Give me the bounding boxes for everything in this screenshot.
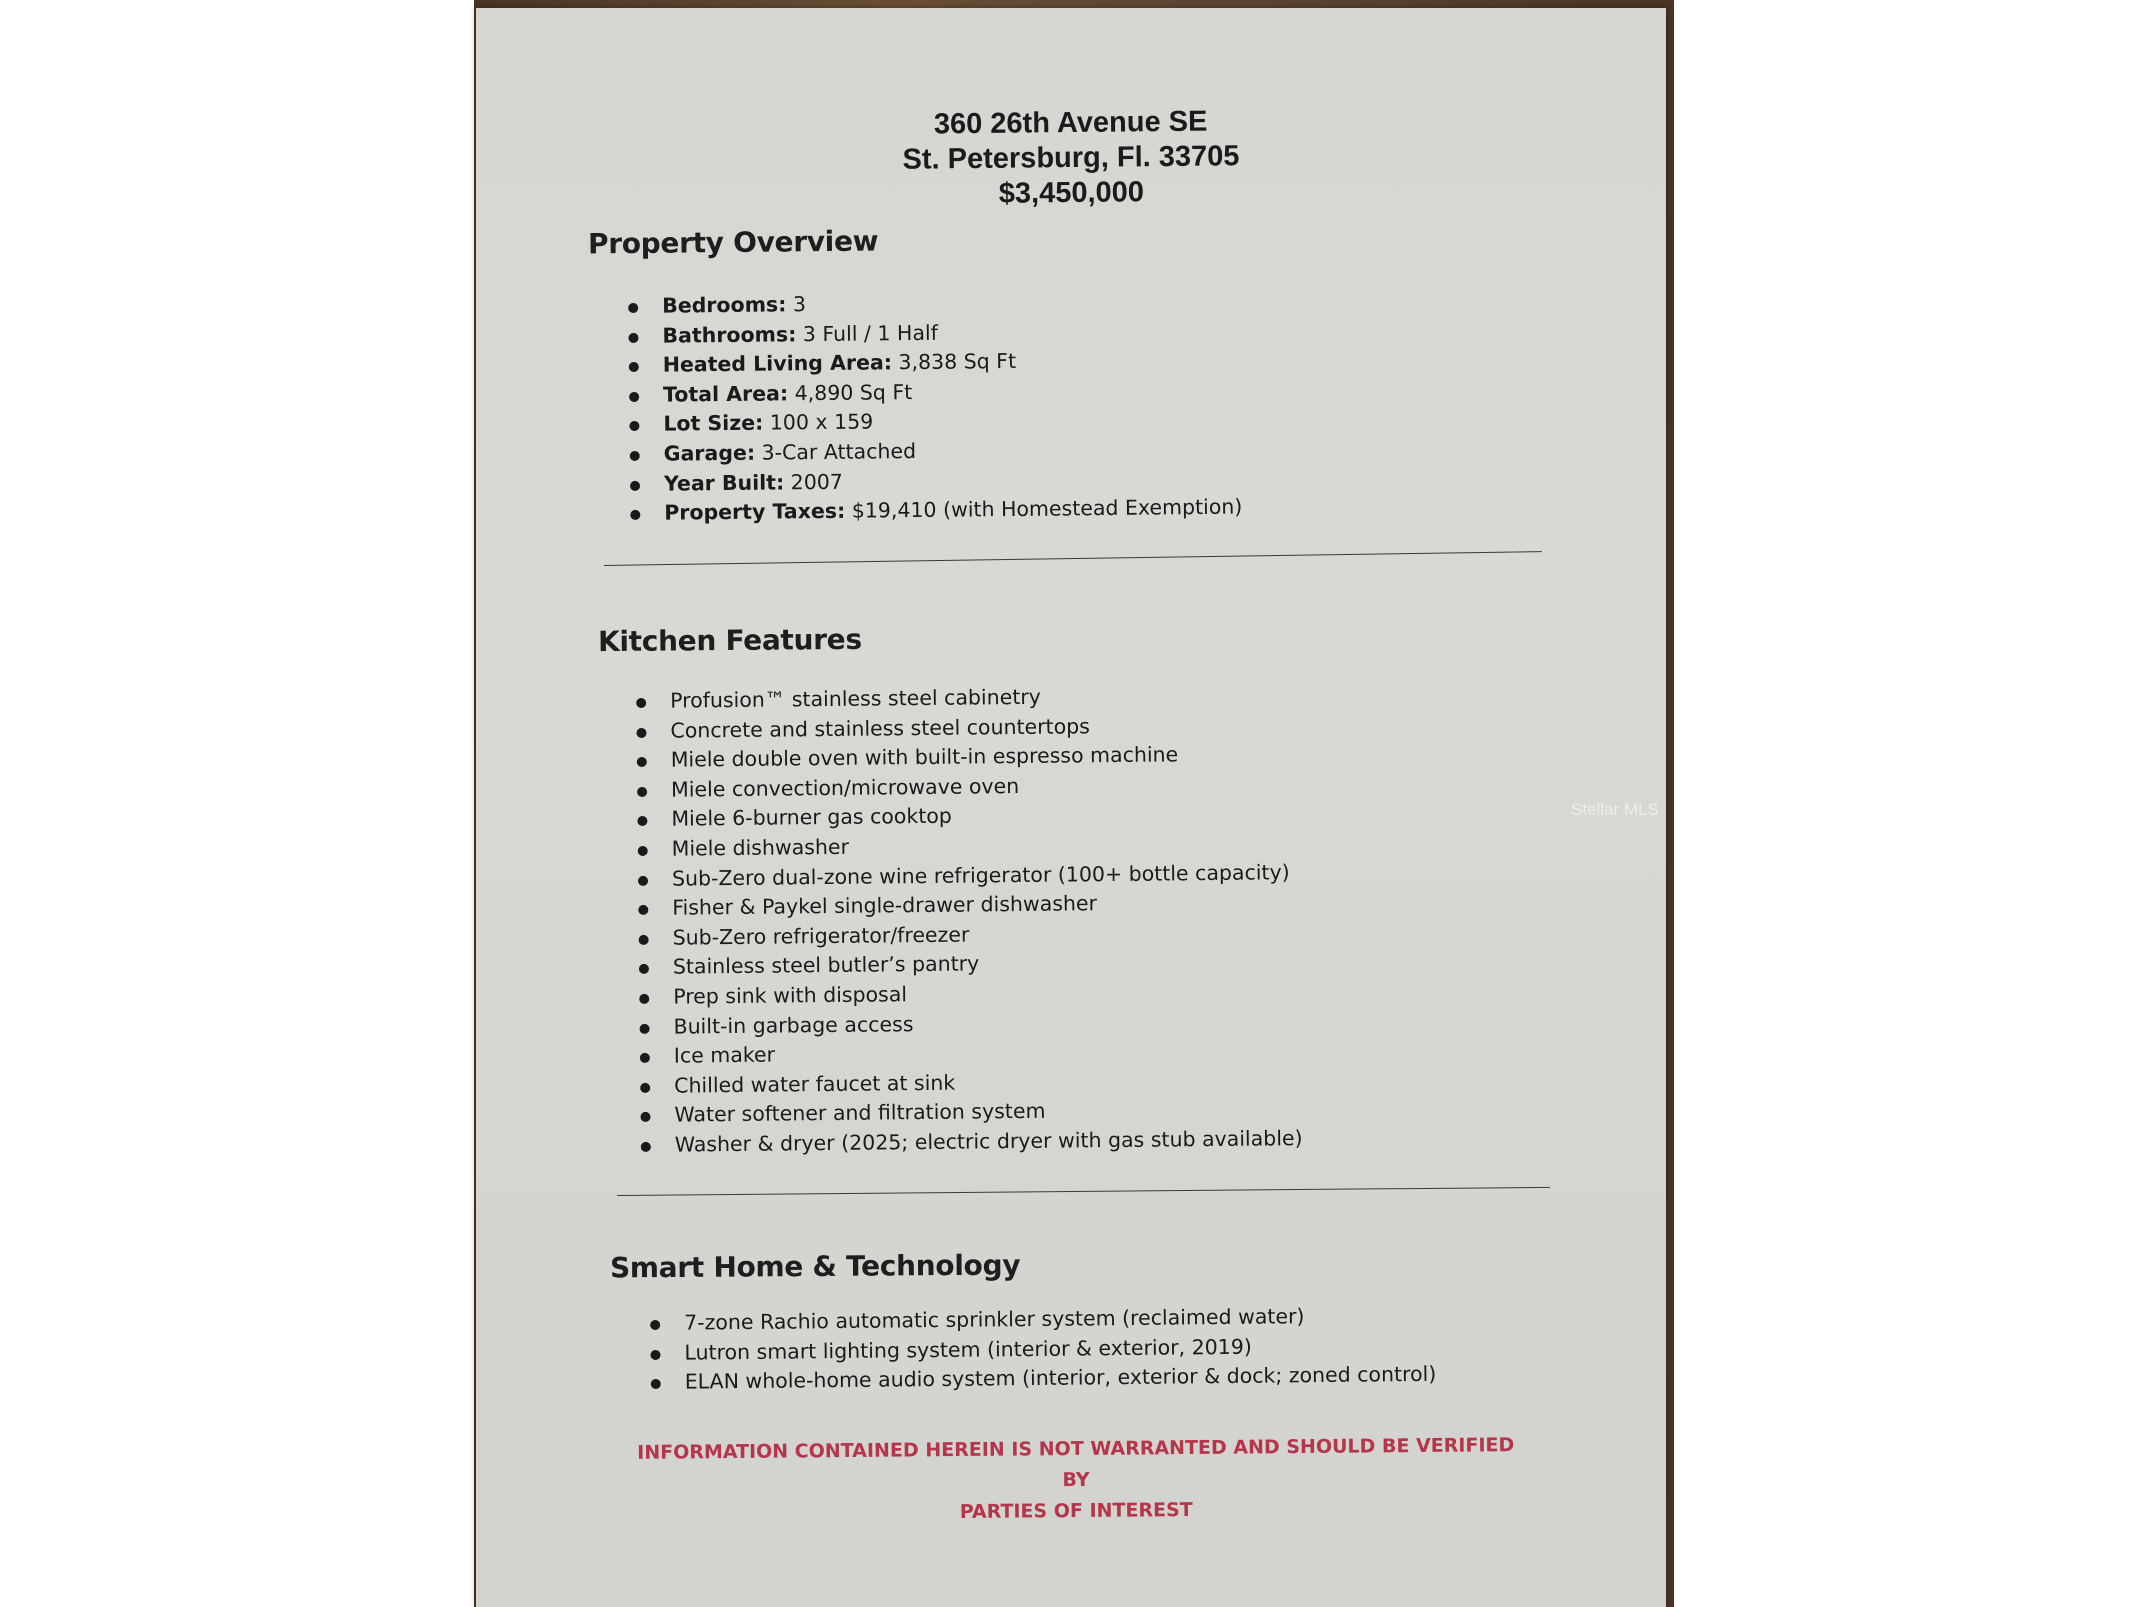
bullet-icon (639, 964, 649, 974)
section-divider (617, 1187, 1550, 1196)
bullet-icon (629, 421, 639, 431)
item-text: Ice maker (673, 1042, 776, 1068)
item-text: Sub-Zero dual-zone wine refrigerator (100+ bottle capacity) (671, 859, 1290, 891)
bullet-icon (630, 451, 640, 461)
bullet-icon (630, 480, 640, 490)
listing-price: $3,450,000 (998, 176, 1145, 210)
item-text: 7-zone Rachio automatic sprinkler system (reclaimed water) (684, 1304, 1305, 1335)
address-line-2: St. Petersburg, Fl. 33705 (902, 140, 1240, 176)
bullet-icon (651, 1379, 661, 1389)
item-text: Sub-Zero refrigerator/freezer (672, 922, 970, 950)
item-text: Prep sink with disposal (673, 982, 908, 1009)
property-overview-list (628, 286, 1242, 529)
bullet-icon (640, 1083, 650, 1093)
item-text: Stainless steel butler’s pantry (672, 951, 980, 979)
item-text: Built-in garbage access (673, 1011, 914, 1039)
bullet-icon (629, 362, 639, 372)
bullet-icon (650, 1349, 660, 1359)
item-value: 3 Full / 1 Half (796, 320, 938, 346)
bullet-icon (637, 757, 647, 767)
item-label: Garage: (663, 440, 756, 466)
section-divider (604, 551, 1542, 566)
item-value: $19,410 (with Homestead Exemption) (845, 494, 1243, 523)
item-text: Washer & dryer (2025; electric dryer with gas stub available) (674, 1125, 1303, 1157)
bullet-icon (641, 1142, 651, 1152)
bullet-icon (640, 1053, 650, 1063)
item-text: Profusion™ stainless steel cabinetry (670, 684, 1041, 713)
disclaimer-line-2: PARTIES OF INTEREST (959, 1498, 1193, 1524)
bullet-icon (637, 816, 647, 826)
item-label: Total Area: (662, 381, 789, 407)
item-label: Bathrooms: (662, 321, 797, 348)
bullet-icon (636, 698, 646, 708)
bullet-icon (638, 875, 648, 885)
bullet-icon (639, 994, 649, 1004)
property-header (475, 100, 1666, 217)
item-label: Bedrooms: (662, 292, 787, 318)
item-text: ELAN whole-home audio system (interior, exterior & dock; zoned control) (684, 1361, 1437, 1394)
item-value: 3,838 Sq Ft (891, 349, 1017, 375)
bullet-icon (629, 392, 639, 402)
item-label: Lot Size: (663, 410, 764, 437)
item-text: Lutron smart lighting system (interior & exterior, 2019) (684, 1334, 1252, 1365)
address-line-1: 360 26th Avenue SE (933, 105, 1208, 141)
item-value: 100 x 159 (763, 409, 874, 435)
kitchen-features-list (636, 680, 1303, 1160)
bullet-icon (640, 1112, 650, 1122)
item-label: Year Built: (663, 469, 785, 496)
property-overview-title: Property Overview (587, 224, 879, 261)
watermark: Stellar MLS (1571, 800, 1659, 819)
item-label: Property Taxes: (664, 498, 846, 525)
bullet-icon (650, 1320, 660, 1330)
item-text: Chilled water faucet at sink (674, 1070, 956, 1098)
bullet-icon (628, 303, 638, 313)
item-text: Miele dishwasher (671, 834, 850, 861)
bullet-icon (638, 846, 648, 856)
item-text: Concrete and stainless steel countertops (670, 713, 1090, 743)
item-text: Miele 6-burner gas cooktop (671, 804, 952, 832)
item-label: Heated Living Area: (662, 350, 893, 377)
item-text: Miele convection/microwave oven (670, 773, 1020, 802)
item-value: 3-Car Attached (754, 438, 917, 465)
item-value: 3 (786, 292, 807, 317)
bullet-icon (630, 510, 640, 520)
item-text: Miele double oven with built-in espresso machine (670, 742, 1179, 772)
disclaimer (626, 1430, 1527, 1531)
kitchen-features-title: Kitchen Features (597, 622, 862, 659)
item-value: 2007 (784, 469, 844, 494)
disclaimer-line-1: INFORMATION CONTAINED HEREIN IS NOT WARRANTED AND SHOULD BE VERIFIED BY (637, 1434, 1515, 1492)
bullet-icon (639, 935, 649, 945)
list-item (641, 1124, 1303, 1161)
bullet-icon (637, 787, 647, 797)
bullet-icon (638, 905, 648, 915)
item-text: Fisher & Paykel single-drawer dishwasher (672, 891, 1098, 920)
item-value: 4,890 Sq Ft (788, 379, 913, 406)
property-sheet (476, 8, 1666, 1607)
list-item (630, 493, 1242, 529)
bullet-icon (636, 727, 646, 737)
item-text: Water softener and filtration system (674, 1099, 1046, 1127)
smart-home-list (650, 1301, 1436, 1398)
smart-home-title: Smart Home & Technology (609, 1248, 1021, 1285)
bullet-icon (628, 332, 638, 342)
bullet-icon (640, 1023, 650, 1033)
